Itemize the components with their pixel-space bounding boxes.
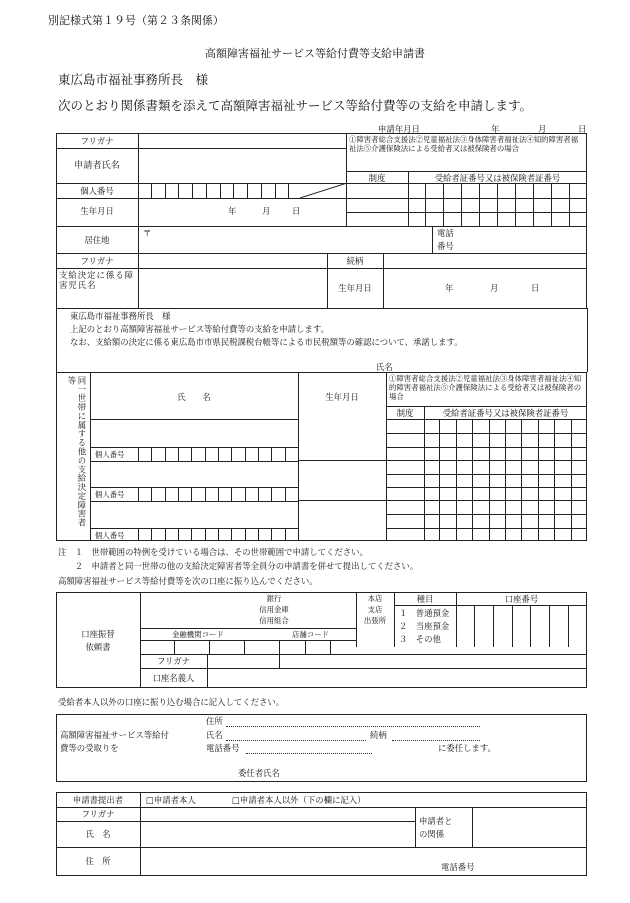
household-birth-column: 生年月日	[325, 392, 359, 402]
delegate-name-label: 氏名	[206, 730, 223, 740]
child-name-label: 支給決定に係る障害児氏名	[59, 270, 134, 290]
system-column: 制度	[368, 173, 386, 183]
consent-line-2: なお、支給額の決定に係る東広島市市県民税課税台帳等による市民税額等の確認について、承諾します。	[70, 337, 463, 347]
postal-mark: 〒	[143, 228, 152, 238]
account-number-column: 口座番号	[504, 594, 539, 604]
household-personal-number-2: 個人番号	[95, 490, 125, 499]
bank-label-2: 依頼書	[85, 642, 111, 652]
submitter-name-label: 氏 名	[85, 829, 111, 839]
child-furigana-label: フリガナ	[80, 256, 114, 266]
lead-text: 次のとおり関係書類を添えて高額障害福祉サービス等給付費等の支給を申請します。	[58, 98, 533, 113]
birthdate-label: 生年月日	[80, 206, 114, 216]
household-law-note: ①障害者総合支援法②児童福祉法③身体障害者福祉法④知的障害者福祉法⑤介護保険法による受給者又は被保険者の場合	[389, 374, 582, 401]
child-birthdate-label: 生年月日	[338, 283, 372, 293]
delegate-address-label: 住所	[206, 716, 223, 726]
kind-column: 種目	[416, 594, 434, 604]
submitter-label: 申請書提出者	[72, 795, 124, 805]
delegate-text: に委任します。	[438, 743, 496, 753]
transfer-lead: 高額障害福祉サービス等給付費等を次の口座に振り込んでください。	[58, 576, 318, 586]
bank-label-1: 口座振替	[81, 629, 115, 639]
submitter-self-checkbox[interactable]: □申請者本人	[146, 795, 196, 805]
addressee: 東広島市福祉事務所長 様	[58, 72, 209, 87]
household-name-column: 氏 名	[177, 392, 211, 402]
note-1: 注 １ 世帯範囲の特例を受けている場合は、その世帯範囲で申請してください。	[58, 547, 368, 557]
delegate-lead: 受給者本人以外の口座に振り込む場合に記入してください。	[58, 697, 285, 707]
delegator-label: 委任者氏名	[238, 768, 280, 778]
submitter-other-checkbox[interactable]: □申請者本人以外（下の欄に記入）	[232, 795, 366, 805]
form-number: 別記様式第１９号（第２３条関係）	[48, 14, 224, 27]
form-title: 高額障害福祉サービス等給付費等支給申請書	[205, 47, 425, 60]
holder-label: 口座名義人	[152, 673, 195, 683]
delegate-phone-label: 電話番号	[206, 743, 240, 753]
address-label: 居住地	[84, 235, 110, 245]
household-personal-number-3: 個人番号	[95, 531, 125, 540]
furigana-label: フリガナ	[80, 136, 114, 146]
personal-number-label: 個人番号	[80, 186, 114, 196]
relation-label: 続柄	[346, 256, 364, 266]
application-date-label: 申請年月日	[378, 124, 420, 134]
consent-addressee: 東広島市福祉事務所長 様	[70, 311, 171, 321]
note-2: ２ 申請者と同一世帯の他の支給決定障害者等全員分の申請書を併せて提出してください。	[58, 561, 419, 571]
signature-label: 氏名	[376, 362, 393, 372]
institution-code-label: 金融機関コード	[172, 630, 224, 639]
cert-column: 受給者証番号又は被保険者証番号	[434, 173, 561, 183]
phone-label: 電話	[437, 228, 454, 238]
law-note: ①障害者総合支援法②児童福祉法③身体障害者福祉法④知的障害者福祉法⑤介護保険法による受給者又は被保険者の場合	[349, 135, 579, 153]
submitter-address-label: 住 所	[85, 856, 111, 866]
submitter-furigana-label: フリガナ	[81, 809, 115, 819]
submitter-phone-label: 電話番号	[441, 862, 475, 872]
household-side-label: 同一世帯に属する他の支給決定障害者等	[67, 376, 87, 528]
delegate-relation-label: 続柄	[370, 730, 387, 740]
household-personal-number-1: 個人番号	[95, 450, 125, 459]
household-cert-column: 受給者証番号又は被保険者証番号	[442, 408, 569, 418]
household-system-column: 制度	[396, 408, 414, 418]
branch-code-label: 店舗コード	[292, 630, 329, 639]
holder-furigana-label: フリガナ	[156, 656, 191, 666]
applicant-name-label: 申請者氏名	[74, 160, 120, 171]
consent-line-1: 上記のとおり高額障害福祉サービス等給付費等の支給を申請します。	[70, 324, 329, 334]
